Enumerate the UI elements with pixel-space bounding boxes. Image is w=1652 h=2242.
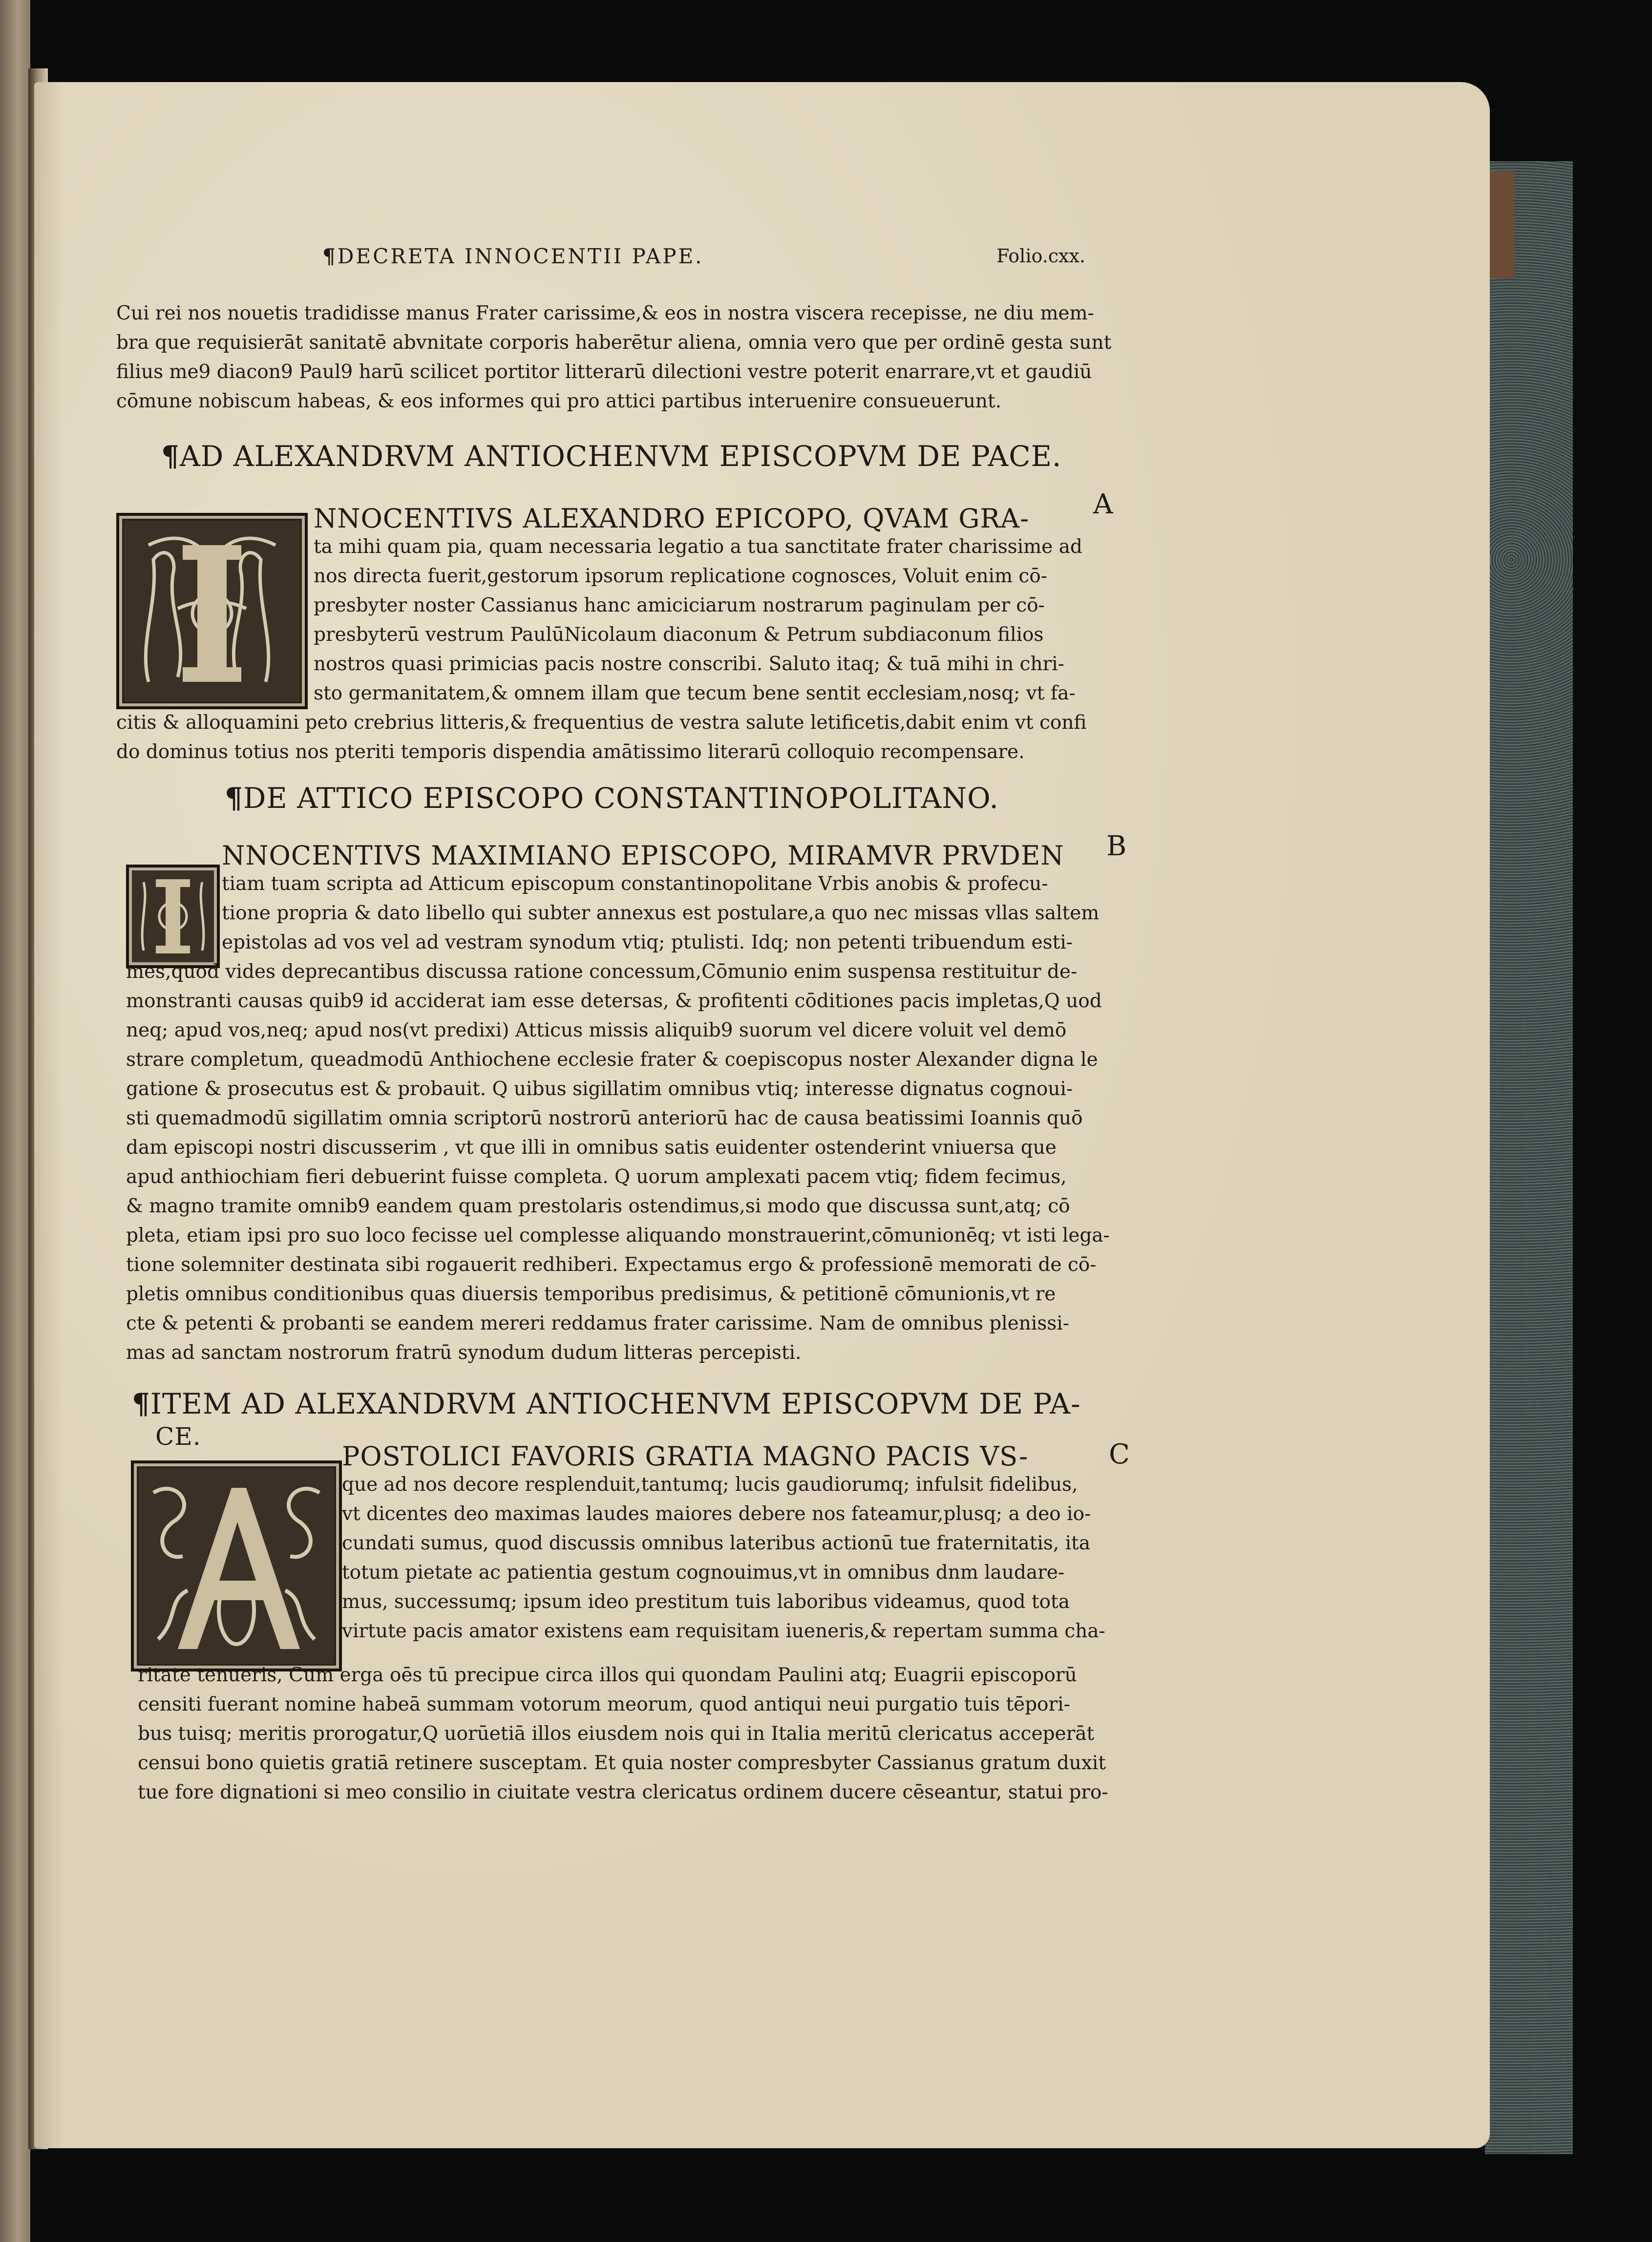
decorated-initial-i-art: [129, 867, 217, 965]
section-b-line: mes,quod vides deprecantibus discussa ratione concessum,Cōmunio enim suspensa restituitur de-: [126, 961, 1078, 983]
section-a-line: presbyterū vestrum PaulūNicolaum diaconum & Petrum subdiaconum filios: [314, 624, 1044, 646]
section-a-heading-text: AD ALEXANDRVM ANTIOCHENVM EPISCOPVM DE PACE.: [179, 440, 1062, 473]
section-a-line: nostros quasi primicias pacis nostre conscribi. Saluto itaq; & tuā mihi in chri-: [314, 653, 1064, 675]
section-b-line: sti quemadmodū sigillatim omnia scriptorū nostrorū anteriorū hac de causa beatissimi Ioannis quō: [126, 1107, 1083, 1129]
section-c-heading: [132, 1387, 1081, 1420]
section-b-line: apud anthiochiam fieri debuerint fuisse completa. Q uorum amplexati pacem vtiq; fidem fecimus,: [126, 1166, 1067, 1188]
margin-letter-a: A: [1093, 488, 1113, 520]
section-b-line: pleta, etiam ipsi pro suo loco fecisse uel complesse aliquando monstrauerint,cōmunionēq; vt isti lega-: [126, 1225, 1110, 1247]
section-b-line: neq; apud vos,neq; apud nos(vt predixi) Atticus missis aliquib9 suorum vel dicere voluit vel demō: [126, 1019, 1067, 1041]
left-page-edge: [0, 0, 30, 2242]
section-b-line: cte & petenti & probanti se eandem mereri reddamus frater carissime. Nam de omnibus plenissi-: [126, 1312, 1069, 1334]
running-head: [322, 244, 704, 268]
decorated-initial-i: [126, 865, 220, 968]
decorated-initial-a: [131, 1460, 342, 1671]
section-c-line: vt dicentes deo maximas laudes maiores debere nos fateamur,plusq; a deo io-: [342, 1503, 1091, 1525]
section-c-first-line: POSTOLICI FAVORIS GRATIA MAGNO PACIS VS-: [342, 1441, 1029, 1472]
section-c-line: mus, successumq; ipsum ideo prestitum tuis laboribus videamus, quod tota: [342, 1591, 1070, 1613]
section-a-first-line: NNOCENTIVS ALEXANDRO EPICOPO, QVAM GRA-: [314, 503, 1030, 534]
margin-letter-c: C: [1109, 1438, 1130, 1470]
pilcrow-icon: ¶: [322, 244, 338, 268]
section-c-line: totum pietate ac patientia gestum cognouimus,vt in omnibus dnm laudare-: [342, 1562, 1065, 1584]
intro-line: cōmune nobiscum habeas, & eos informes qui pro attici partibus interuenire consueuerunt.: [116, 390, 1001, 412]
section-a-line: do dominus totius nos pteriti temporis dispendia amātissimo literarū colloquio recompensare.: [116, 741, 1025, 763]
section-c-line: que ad nos decore resplenduit,tantumq; lucis gaudiorumq; infulsit fidelibus,: [342, 1474, 1078, 1496]
section-c-line: cundati sumus, quod discussis omnibus lateribus actionū tue fraternitatis, ita: [342, 1532, 1090, 1554]
section-b-line: epistolas ad vos vel ad vestram synodum vtiq; ptulisti. Idq; non petenti tribuendum esti-: [222, 931, 1073, 953]
section-a-line: citis & alloquamini peto crebrius litteris,& frequentius de vestra salute letificetis,dabit enim vt confi: [116, 712, 1087, 734]
section-b-line: dam episcopi nostri discusserim , vt que illi in omnibus satis euidenter ostenderint vniuersa que: [126, 1137, 1057, 1159]
section-a-line: ta mihi quam pia, quam necessaria legatio a tua sanctitate frater charissime ad: [314, 536, 1082, 558]
section-a-line: presbyter noster Cassianus hanc amiciciarum nostrarum paginulam per cō-: [314, 594, 1045, 616]
running-head-title: DECRETA INNOCENTII PAPE.: [337, 244, 704, 268]
section-c-line: censiti fuerant nomine habeā summam votorum meorum, quod antiqui neui purgatio tuis tēpori-: [138, 1693, 1070, 1715]
section-c-line: ritate tenueris, Cum erga oēs tū precipue circa illos qui quondam Paulini atq; Euagrii episcoporū: [138, 1664, 1077, 1686]
pilcrow-icon: ¶: [225, 782, 243, 815]
section-b-line: tione solemniter destinata sibi rogauerit redhiberi. Expectamus ergo & professionē memorati de cō-: [126, 1254, 1097, 1276]
section-c-line: bus tuisq; meritis prorogatur,Q uorūetiā illos eiusdem nois qui in Italia meritū clericatus acceperāt: [138, 1723, 1095, 1745]
section-c-heading-text: ITEM AD ALEXANDRVM ANTIOCHENVM EPISCOPVM DE PA-: [150, 1387, 1081, 1420]
section-c-line: censui bono quietis gratiā retinere susceptam. Et quia noster compresbyter Cassianus gratum duxit: [138, 1752, 1106, 1774]
section-b-heading-text: DE ATTICO EPISCOPO CONSTANTINOPOLITANO.: [243, 782, 999, 815]
intro-line: filius me9 diacon9 Paul9 harū scilicet portitor litterarū dilectioni vestre poterit enarrare,vt et gaudiū: [116, 361, 1092, 383]
section-a-heading: [161, 440, 1061, 473]
margin-letter-b: B: [1106, 830, 1127, 862]
decorated-initial-i-art: [119, 516, 305, 706]
section-a-line: nos directa fuerit,gestorum ipsorum replicatione cognosces, Voluit enim cō-: [314, 565, 1047, 587]
pilcrow-icon: ¶: [161, 440, 180, 473]
section-b-line: tiam tuam scripta ad Atticum episcopum constantinopolitane Vrbis anobis & profecu-: [222, 873, 1048, 895]
pilcrow-icon: ¶: [132, 1387, 150, 1420]
section-b-line: pletis omnibus conditionibus quas diuersis temporibus predisimus, & petitionē cōmunionis,vt re: [126, 1283, 1056, 1305]
intro-line: bra que requisierāt sanitatē abvnitate corporis haberētur aliena, omnia vero que per ordinē gesta sunt: [116, 332, 1112, 354]
folio-number: Folio.cxx.: [996, 245, 1085, 267]
decorated-initial-i: [116, 513, 308, 709]
section-b-line: mas ad sanctam nostrorum fratrū synodum dudum litteras percepisti.: [126, 1342, 802, 1364]
section-b-line: tione propria & dato libello qui subter annexus est postulare,a quo nec missas vllas saltem: [222, 902, 1100, 924]
section-a-line: sto germanitatem,& omnem illam que tecum bene sentit ecclesiam,nosq; vt fa-: [314, 682, 1076, 704]
section-c-heading-cont: CE.: [155, 1422, 201, 1451]
section-b-first-line: NNOCENTIVS MAXIMIANO EPISCOPO, MIRAMVR PRVDEN: [222, 840, 1064, 871]
section-b-line: monstranti causas quib9 id acciderat iam esse detersas, & profitenti cōditiones pacis impletas,Q uod: [126, 990, 1102, 1012]
intro-line: Cui rei nos nouetis tradidisse manus Frater carissime,& eos in nostra viscera recepisse, ne diu mem-: [116, 302, 1094, 324]
section-b-line: gatione & prosecutus est & probauit. Q uibus sigillatim omnibus vtiq; interesse dignatus cognoui-: [126, 1078, 1073, 1100]
section-c-line: tue fore dignationi si meo consilio in ciuitate vestra clericatus ordinem ducere cēseantur, statui pro-: [138, 1781, 1108, 1803]
book-cover: [1485, 161, 1573, 2154]
section-b-line: strare completum, queadmodū Anthiochene ecclesie frater & coepiscopus noster Alexander digna le: [126, 1049, 1098, 1071]
section-b-heading: [225, 782, 999, 815]
section-c-line: virtute pacis amator existens eam requisitam iueneris,& repertam summa cha-: [342, 1620, 1105, 1642]
section-b-line: & magno tramite omnib9 eandem quam prestolaris ostendimus,si modo que discussa sunt,atq; cō: [126, 1195, 1070, 1217]
decorated-initial-a-art: [134, 1463, 339, 1669]
